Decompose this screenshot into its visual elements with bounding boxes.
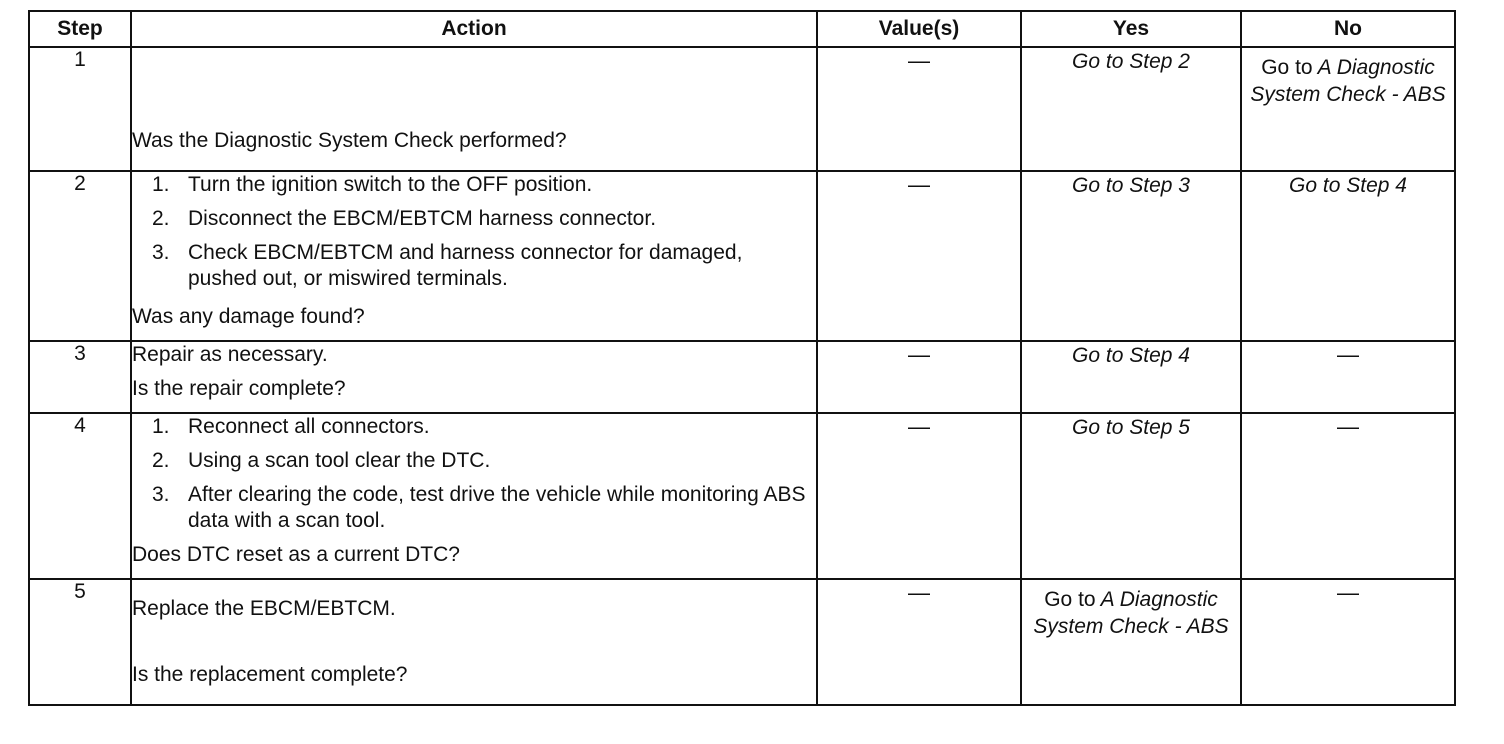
table-row: [29, 579, 1455, 705]
action-step-item: 3. After clearing the code, test drive the vehicle while monitoring ABS data with a scan tool.: [152, 483, 806, 532]
header-yes: Yes: [1021, 11, 1241, 47]
action-step-item: 1. Reconnect all connectors.: [152, 415, 430, 438]
table-row: [29, 47, 1455, 171]
action-question: Does DTC reset as a current DTC?: [132, 543, 460, 566]
yes-link[interactable]: A Diagnostic System Check - ABS: [1033, 588, 1229, 638]
no-cell: —: [1241, 413, 1455, 579]
action-step-item: 3. Check EBCM/EBTCM and harness connector for damaged, pushed out, or miswired terminals.: [152, 241, 743, 290]
action-question: Is the repair complete?: [132, 377, 346, 400]
table-row: [29, 341, 1455, 413]
yes-link[interactable]: Go to Step 4: [1072, 344, 1190, 367]
action-question: Was the Diagnostic System Check performed?: [132, 129, 567, 152]
action-step-item: 1. Turn the ignition switch to the OFF position.: [152, 173, 593, 196]
header-values: Value(s): [817, 11, 1021, 47]
no-cell: [1241, 47, 1455, 171]
yes-link[interactable]: Go to Step 2: [1072, 50, 1190, 73]
no-cell: —: [1241, 579, 1455, 705]
header-action: Action: [131, 11, 817, 47]
no-link[interactable]: A Diagnostic System Check - ABS: [1250, 56, 1446, 106]
header-row: [29, 11, 1455, 47]
step-number: 1: [29, 47, 131, 171]
value-cell: —: [817, 47, 1021, 171]
action-cell: [131, 171, 817, 341]
header-step: Step: [29, 11, 131, 47]
diagnostic-table: [28, 10, 1456, 706]
yes-cell: [1021, 171, 1241, 341]
yes-cell: [1021, 47, 1241, 171]
action-steps: [132, 172, 816, 300]
action-step-item: 2. Using a scan tool clear the DTC.: [152, 449, 491, 472]
value-cell: —: [817, 171, 1021, 341]
no-link[interactable]: Go to Step 4: [1289, 174, 1407, 197]
header-no: No: [1241, 11, 1455, 47]
action-steps: [132, 414, 816, 542]
value-cell: —: [817, 579, 1021, 705]
table-row: [29, 171, 1455, 341]
action-step-item: 2. Disconnect the EBCM/EBTCM harness connector.: [152, 207, 657, 230]
step-number: 2: [29, 171, 131, 341]
yes-cell: [1021, 579, 1241, 705]
yes-cell: [1021, 341, 1241, 413]
no-cell: [1241, 171, 1455, 341]
action-question: Was any damage found?: [132, 305, 365, 328]
action-cell: [131, 47, 817, 171]
table-row: [29, 413, 1455, 579]
yes-cell: [1021, 413, 1241, 579]
no-goto-prefix: Go to: [1261, 56, 1313, 79]
value-cell: —: [817, 341, 1021, 413]
step-number: 3: [29, 341, 131, 413]
step-number: 4: [29, 413, 131, 579]
action-question: Is the replacement complete?: [132, 663, 408, 686]
no-cell: —: [1241, 341, 1455, 413]
yes-link[interactable]: Go to Step 5: [1072, 416, 1190, 439]
yes-link[interactable]: Go to Step 3: [1072, 174, 1190, 197]
value-cell: —: [817, 413, 1021, 579]
action-lead: Repair as necessary.: [132, 343, 328, 366]
step-number: 5: [29, 579, 131, 705]
action-cell: [131, 579, 817, 705]
action-cell: [131, 341, 817, 413]
yes-goto-prefix: Go to: [1044, 588, 1096, 611]
action-lead: Replace the EBCM/EBTCM.: [132, 597, 396, 620]
action-cell: [131, 413, 817, 579]
